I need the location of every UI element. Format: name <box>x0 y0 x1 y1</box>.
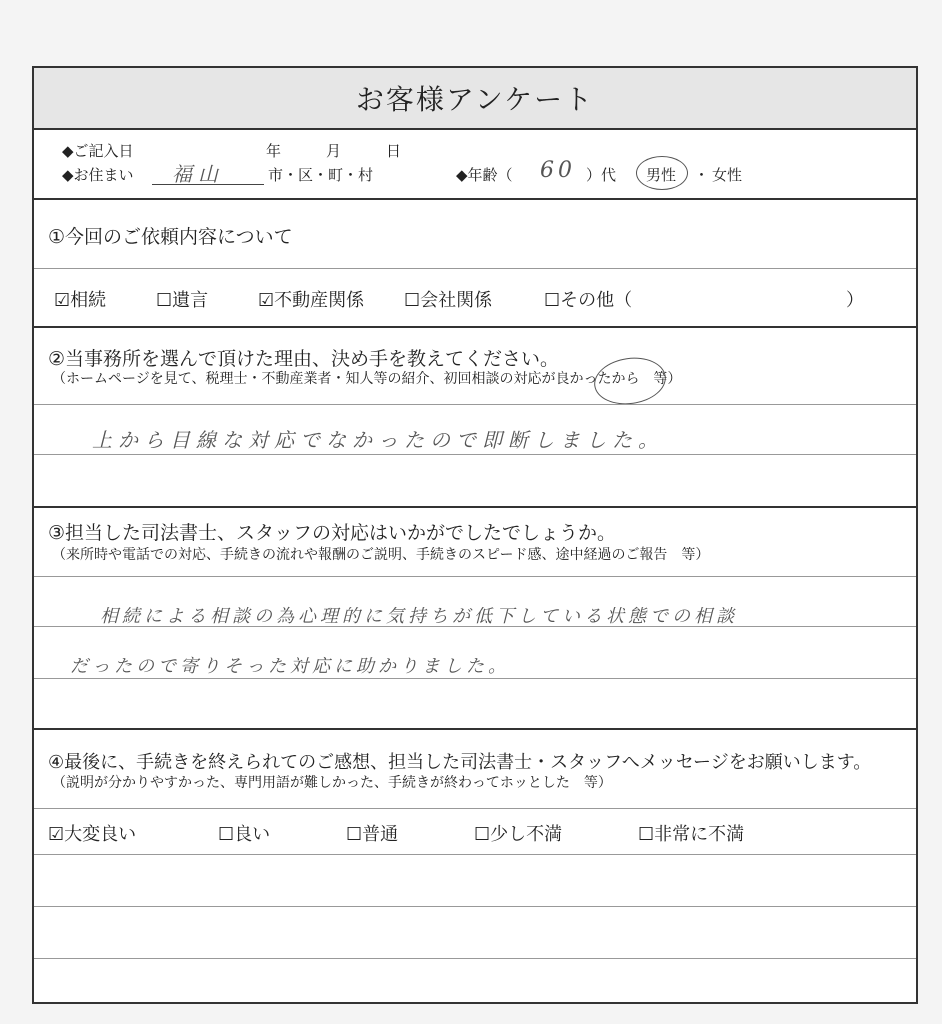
rule-line <box>34 626 916 627</box>
q4-title: ④最後に、手続きを終えられてのご感想、担当した司法書士・スタッフへメッセージをお願いします。 <box>48 752 872 773</box>
divider <box>34 506 916 508</box>
date-label: ◆ご記入日 <box>62 142 134 160</box>
q4-option-normal[interactable]: ☐普通 <box>346 824 399 845</box>
rule-line <box>34 854 916 855</box>
rule-line <box>34 906 916 907</box>
q2-title: ②当事務所を選んで頂けた理由、決め手を教えてください。 <box>48 348 560 370</box>
q1-option-inheritance[interactable]: ☑相続 <box>54 290 107 311</box>
q1-other-close: ） <box>846 290 864 311</box>
q4-option-slightly-unsatisfied[interactable]: ☐少し不満 <box>474 824 563 845</box>
q4-option-good[interactable]: ☐良い <box>218 824 271 845</box>
year-label: 年 <box>266 142 282 160</box>
q2-subtitle: （ホームページを見て、税理士・不動産業者・知人等の紹介、初回相談の対応が良かったから 等） <box>52 371 682 387</box>
rule-line <box>34 268 916 269</box>
rule-line <box>34 404 916 405</box>
rule-line <box>34 958 916 959</box>
divider <box>34 198 916 200</box>
rule-line <box>34 576 916 577</box>
rule-line <box>34 678 916 679</box>
q3-answer-line1: 相続による相談の為心理的に気持ちが低下している状態での相談 <box>100 606 738 627</box>
divider <box>34 326 916 328</box>
address-label: ◆お住まい <box>62 166 134 184</box>
q1-option-other[interactable]: ☐その他（ <box>544 290 633 311</box>
day-label: 日 <box>386 142 402 160</box>
q2-answer: 上から目線な対応でなかったので即断しました。 <box>92 428 664 452</box>
address-underline <box>152 184 264 185</box>
q3-title: ③担当した司法書士、スタッフの対応はいかがでしたでしょうか。 <box>48 522 617 544</box>
highlight-circle-mark <box>591 353 669 409</box>
q3-answer-line2: だったので寄りそった対応に助かりました。 <box>70 656 510 677</box>
age-suffix: ）代 <box>586 166 617 184</box>
q4-option-very-good[interactable]: ☑大変良い <box>48 824 137 845</box>
gender-circle-mark <box>636 156 688 190</box>
survey-form <box>32 66 918 1004</box>
rule-line <box>34 454 916 455</box>
rule-line <box>34 808 916 809</box>
age-value: 60 <box>540 158 576 183</box>
q1-option-real-estate[interactable]: ☑不動産関係 <box>258 290 365 311</box>
address-suffix: 市・区・町・村 <box>268 166 374 184</box>
q1-option-company[interactable]: ☐会社関係 <box>404 290 493 311</box>
q1-option-will[interactable]: ☐遺言 <box>156 290 209 311</box>
q1-title: ①今回のご依頼内容について <box>48 226 293 248</box>
age-label: ◆年齢（ <box>456 166 513 184</box>
divider <box>34 728 916 730</box>
gender-female: 女性 <box>712 166 743 184</box>
address-value: 福山 <box>172 162 224 186</box>
gender-male: 男性 <box>646 166 677 184</box>
q3-subtitle: （来所時や電話での対応、手続きの流れや報酬のご説明、手続きのスピード感、途中経過のご報告 等） <box>52 547 710 563</box>
month-label: 月 <box>326 142 342 160</box>
q4-option-very-unsatisfied[interactable]: ☐非常に不満 <box>638 824 745 845</box>
gender-separator: ・ <box>694 166 710 184</box>
form-title: お客様アンケート <box>34 68 916 130</box>
q4-subtitle: （説明が分かりやすかった、専門用語が難しかった、手続きが終わってホッとした 等） <box>52 775 612 791</box>
